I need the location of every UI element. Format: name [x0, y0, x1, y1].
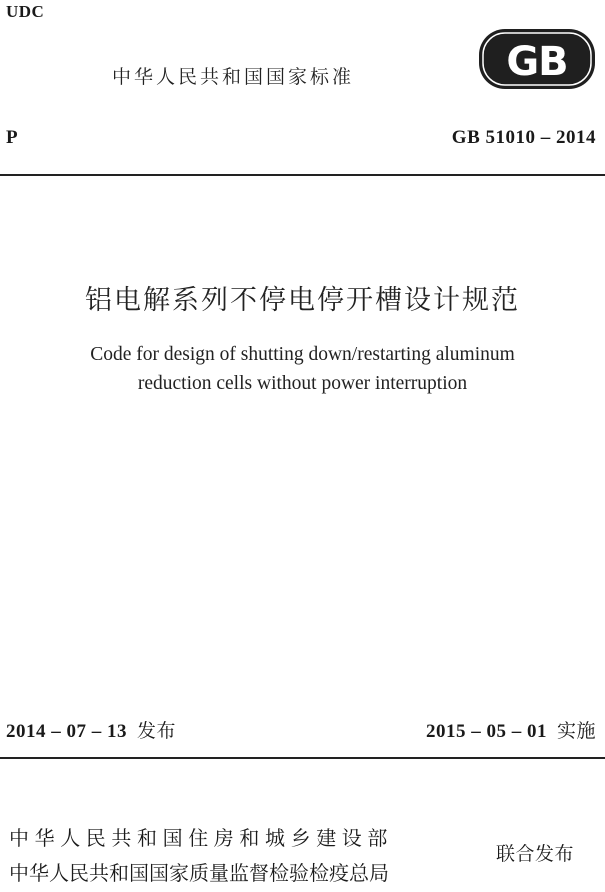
issue-date-block	[6, 716, 176, 743]
issue-date: 2014 – 07 – 13	[6, 721, 127, 742]
title-english-line1: Code for design of shutting down/restarting aluminum	[90, 344, 515, 365]
title-english-line2: reduction cells without power interruption	[137, 373, 468, 394]
joint-issue-label: 联合发布	[496, 843, 575, 865]
national-standard-heading: 中华人民共和国国家标准	[112, 66, 355, 88]
implement-label: 实施	[556, 720, 596, 742]
issue-label: 发布	[137, 720, 177, 742]
standard-number: GB 51010 – 2014	[451, 127, 596, 148]
title-chinese: 铝电解系列不停电停开槽设计规范	[85, 285, 520, 316]
implement-date-block	[426, 716, 596, 743]
bottom-divider	[0, 757, 605, 759]
udc-label: UDC	[6, 2, 45, 21]
category-code: P	[6, 127, 18, 148]
issuer-aqsiq: 中华人民共和国国家质量监督检验检疫总局	[9, 861, 389, 885]
top-divider	[0, 174, 605, 176]
gb-logo	[478, 28, 596, 90]
issuer-ministry: 中华人民共和国住房和城乡建设部	[9, 826, 393, 850]
gb-logo-text: GB	[506, 39, 568, 85]
implement-date: 2015 – 05 – 01	[425, 721, 547, 742]
